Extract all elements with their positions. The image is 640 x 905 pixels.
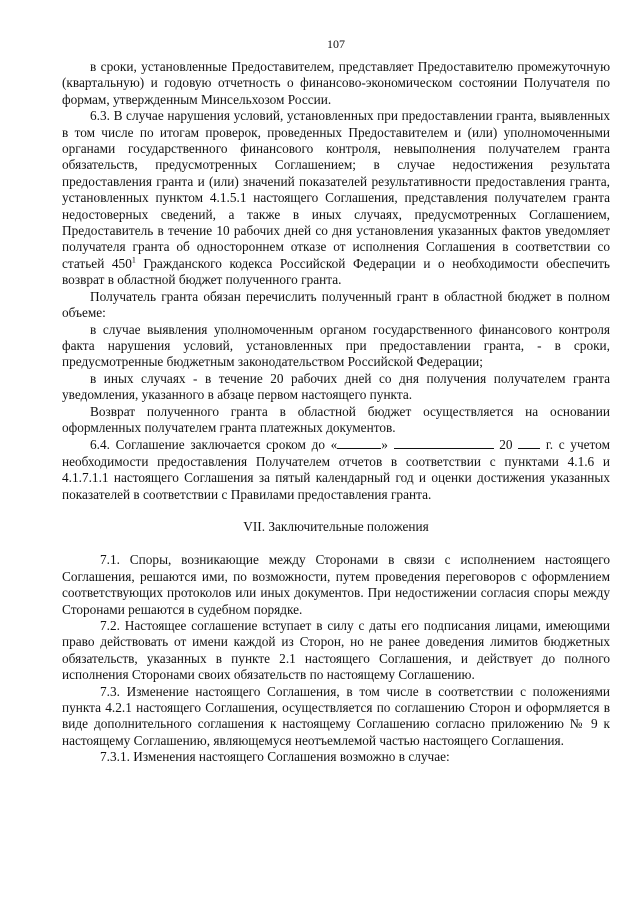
blank-month-line (394, 436, 494, 449)
blank-day-line (337, 436, 381, 449)
paragraph-refund-case-violation: в случае выявления уполномоченным органом государственного финансового контроля факта нарушения условий, установленных при предоставлении гранта, - в сроки, предусмотренные бюджетным законодательством Российской Федерации; (62, 321, 610, 370)
blank-year-line (518, 436, 540, 449)
paragraph-6-3-text: 6.3. В случае нарушения условий, установленных при предоставлении гранта, выявленных в том числе по итогам проверок, проведенных Предоставителем и (или) уполномоченными органами государственного финансового контроля, невыполнения получателем гранта обязательств, предусмотренных Соглашением; в случае недостижения результата предоставления гранта и (или) значений показателей результативности предоставления гранта, установленных пунктом 4.1.5.1 настоящего Соглашения, представления получателем гранта недостоверных сведений, а также в иных случаях, предусмотренных Соглашением, Предоставитель в течение 10 рабочих дней со дня установления указанных фактов уведомляет получателя гранта об одностороннем отказе от исполнения Соглашения в соответствии со статьей 450 (62, 108, 610, 271)
paragraph-6-3 (62, 108, 610, 288)
paragraph-refund-case-other: в иных случаях - в течение 20 рабочих дней со дня получения получателем гранта уведомления, указанного в абзаце первом настоящего пункта. (62, 370, 610, 403)
paragraph-7-3: 7.3. Изменение настоящего Соглашения, в том числе в соответствии с положениями пункта 4.2.1 настоящего Соглашения, осуществляется по соглашению Сторон и оформляется в виде дополнительного соглашения к настоящему Соглашению согласно приложению № 9 к настоящему Соглашению, являющемуся неотъемлемой частью настоящего Соглашения. (62, 683, 610, 748)
page-number: 107 (327, 37, 345, 51)
paragraph-refund-basis: Возврат полученного гранта в областной бюджет осуществляется на основании оформленных получателем гранта платежных документов. (62, 403, 610, 435)
paragraph-6-4-text: 6.4. Соглашение заключается сроком до « (90, 437, 338, 453)
paragraph-6-4-year: 20 (493, 437, 519, 453)
paragraph-6-4-text-end: г. с учетом необходимости предоставления Получателем отчетов в соответствии с пунктами 4.1.6 и 4.1.7.1.1 настоящего Соглашения за пятый календарный год и оценки достижения указанных показателей в соответствии с Правилами предоставления гранта. (62, 437, 610, 502)
paragraph-6-4-quote-close: » (381, 437, 394, 453)
paragraph-reporting: в сроки, установленные Предоставителем, представляет Предоставителю промежуточную (квартальную) и годовую отчетность о финансово-экономическом состоянии Получателя по формам, утвержденным Минсельхозом России. (62, 59, 610, 107)
paragraph-7-3-1: 7.3.1. Изменения настоящего Соглашения возможно в случае: (100, 749, 450, 765)
footnote-superscript: 1 (131, 255, 136, 265)
paragraph-7-1: 7.1. Споры, возникающие между Сторонами в связи с исполнением настоящего Соглашения, решаются ими, по возможности, путем проведения переговоров с оформлением соответствующих протоколов или иных документов. При недостижении согласия споры между Сторонами решаются в судебном порядке. (62, 552, 610, 617)
paragraph-7-2: 7.2. Настоящее соглашение вступает в силу с даты его подписания лицами, имеющими право действовать от имени каждой из Сторон, но не ранее доведения лимитов бюджетных обязательств, указанных в пункте 2.1 настоящего Соглашения, и действует до полного исполнения Сторонами своих обязательств по настоящему Соглашению. (62, 618, 610, 683)
section-heading: VII. Заключительные положения (243, 518, 429, 534)
paragraph-refund-obligation: Получатель гранта обязан перечислить полученный грант в областной бюджет в полном объеме: (62, 288, 610, 321)
paragraph-6-4 (62, 436, 610, 503)
paragraph-6-3-text-end: Гражданского кодекса Российской Федерации и о необходимости обеспечить возврат в областной бюджет полученного гранта. (62, 255, 610, 288)
